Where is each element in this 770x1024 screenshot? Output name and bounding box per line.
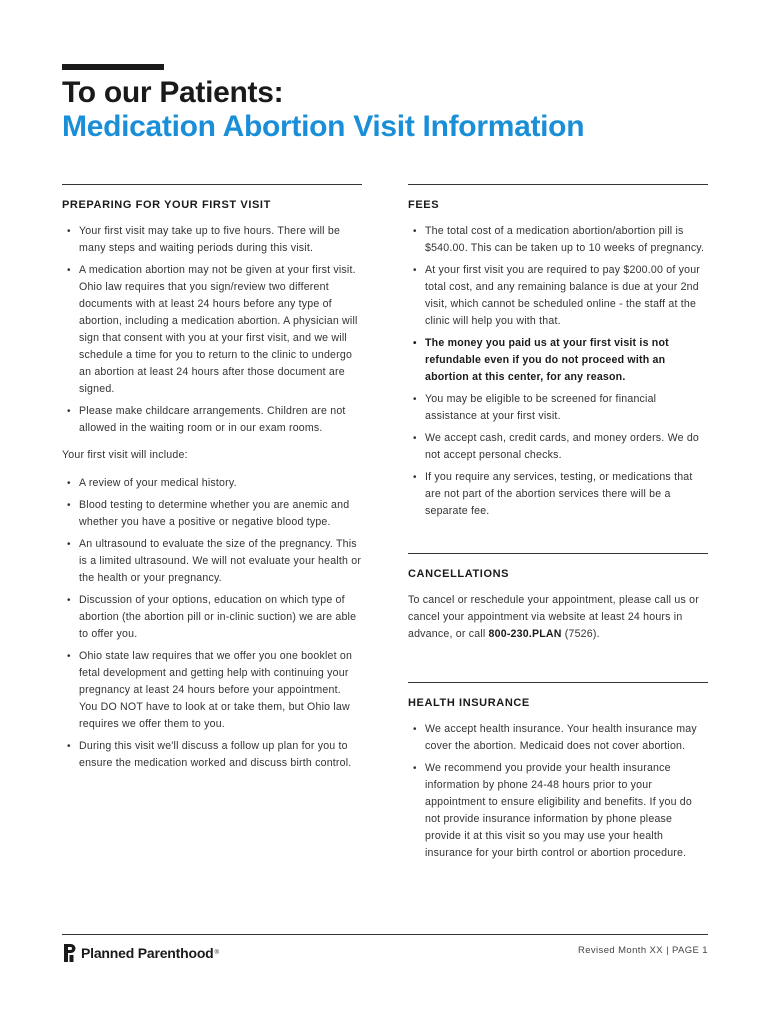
list-item: • A medication abortion may not be given at your first visit. Ohio law requires that you sign/review two different documents with at least 24 hours before any type of abortion, including a medication abortion. A physician will sign that consent with you at your first visit, and we will schedule a time for you to return to the clinic to undergo an abortion at least 24 hours after those document are signed. (67, 264, 358, 395)
section-heading-fees: FEES (408, 199, 440, 211)
list-item: • An ultrasound to evaluate the size of the pregnancy. This is a limited ultrasound. We will not evaluate your health or the health or your pregnancy. (67, 538, 362, 584)
list-item: • A review of your medical history. (67, 477, 237, 489)
section-divider (408, 682, 708, 683)
section-divider (62, 184, 362, 185)
list-item: • Your first visit may take up to five hours. There will be many steps and waiting periods during this visit. (67, 225, 341, 254)
list-item-refund-notice: • The money you paid us at your first visit is not refundable even if you do not proceed with an abortion at this center, for any reason. (413, 337, 669, 383)
section-heading-health-insurance: HEALTH INSURANCE (408, 697, 530, 709)
list-item: • We accept cash, credit cards, and money orders. We do not accept personal checks. (413, 432, 700, 461)
footer-divider (62, 934, 708, 935)
planned-parenthood-logo: Planned Parenthood ® (62, 943, 219, 963)
revision-page-label: Revised Month XX | PAGE 1 (577, 945, 708, 956)
visit-includes-list (62, 475, 362, 772)
title-accent-rule (62, 64, 164, 70)
section-heading-first-visit: PREPARING FOR YOUR FIRST VISIT (62, 199, 271, 211)
include-intro: Your first visit will include: (62, 449, 188, 461)
planned-parenthood-icon (62, 943, 76, 963)
cancellations-text: To cancel or reschedule your appointment, please call us or cancel your appointment via website at least 24 hours in advance, or call 800-230.PLAN (7526). (408, 594, 699, 640)
first-visit-list (62, 223, 362, 437)
insurance-list (408, 721, 708, 862)
left-column (62, 184, 362, 777)
list-item: • Please make childcare arrangements. Children are not allowed in the waiting room or in our exam rooms. (67, 405, 346, 434)
title-line-1: To our Patients: (62, 76, 284, 109)
list-item: • During this visit we'll discuss a follow up plan for you to ensure the medication worked and discuss birth control. (67, 740, 352, 769)
list-item: • The total cost of a medication abortion/abortion pill is $540.00. This can be taken up to 10 weeks of pregnancy. (413, 225, 705, 254)
section-heading-cancellations: CANCELLATIONS (408, 568, 510, 580)
list-item: • Ohio state law requires that we offer you one booklet on fetal development and getting help with continuing your pregnancy at least 24 hours before your appointment. You DO NOT have to look at or take them, but Ohio law requires we offer them to you. (67, 650, 353, 730)
fees-list (408, 223, 708, 520)
list-item: • If you require any services, testing, or medications that are not part of the abortion services there will be a separate fee. (413, 471, 693, 517)
list-item: • Discussion of your options, education on which type of abortion (the abortion pill or in-clinic suction) we are able to offer you. (67, 594, 357, 640)
section-divider (408, 184, 708, 185)
list-item: • We accept health insurance. Your health insurance may cover the abortion. Medicaid does not cover abortion. (413, 723, 697, 752)
list-item: • We recommend you provide your health insurance information by phone 24-48 hours prior to your appointment to ensure eligibility and benefits. If you do not provide insurance information by phone please provide it at this visit so you may use your health insurance for your birth control or abortion procedure. (413, 762, 692, 859)
list-item: • You may be eligible to be screened for financial assistance at your first visit. (413, 393, 657, 422)
page-title (62, 76, 712, 144)
title-line-2: Medication Abortion Visit Information (62, 110, 585, 143)
right-column (408, 184, 708, 867)
list-item: • At your first visit you are required to pay $200.00 of your total cost, and any remaining balance is due at your 2nd visit, which cannot be scheduled online - the staff at the clinic will help you with that. (413, 264, 701, 327)
phone-number[interactable]: 800-230.PLAN (488, 628, 562, 640)
list-item: • Blood testing to determine whether you are anemic and whether you have a positive or negative blood type. (67, 499, 350, 528)
section-divider (408, 553, 708, 554)
